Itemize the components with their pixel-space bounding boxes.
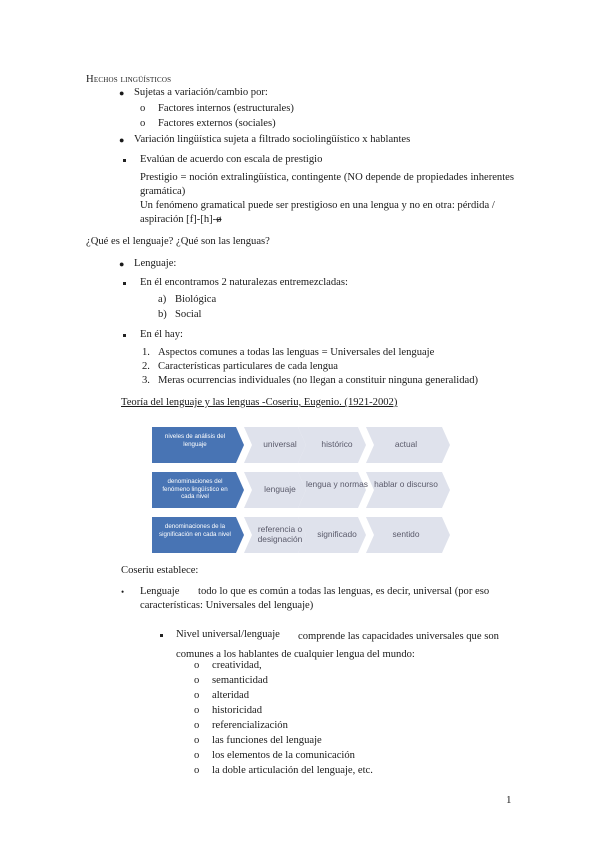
list-item: Social bbox=[175, 309, 202, 320]
square-bullet-text: En él encontramos 2 naturalezas entremezcladas: bbox=[140, 277, 348, 288]
square-bullet-text: En él hay: bbox=[140, 329, 183, 340]
section-question: ¿Qué es el lenguaje? ¿Qué son las lenguas? bbox=[86, 236, 270, 247]
prestigio-definition: Prestigio = noción extralingüística, contingente (NO depende de propiedades inherentes gramática) bbox=[140, 172, 514, 197]
list-marker: b) bbox=[158, 309, 167, 320]
lenguaje-text: todo lo que es común a todas las lenguas, es decir, universal (por eso características: Universales del lenguaje) bbox=[140, 586, 490, 611]
sub-bullet-marker: o bbox=[194, 690, 200, 701]
capacidad-item: la doble articulación del lenguaje, etc. bbox=[212, 765, 373, 776]
square-bullet bbox=[123, 159, 126, 162]
diagram-cell-chevron bbox=[366, 472, 450, 508]
bullet-text: Lenguaje: bbox=[134, 258, 177, 269]
diagram-cell-label: actual bbox=[394, 439, 418, 449]
bullet-text: Sujetas a variación/cambio por: bbox=[134, 87, 268, 98]
nivel-text: comprende las capacidades universales que son comunes a los hablantes de cualquier lengua del mundo: bbox=[176, 631, 499, 660]
sub-bullet-marker: o bbox=[194, 660, 200, 671]
list-item: Biológica bbox=[175, 294, 217, 305]
sub-bullet-text: Factores externos (sociales) bbox=[158, 118, 276, 129]
sub-bullet-marker: o bbox=[140, 103, 146, 114]
list-item: Características particulares de cada lengua bbox=[158, 361, 338, 372]
diagram-cell-label: referencia o designación bbox=[257, 524, 303, 544]
list-marker: a) bbox=[158, 294, 167, 305]
list-item: Aspectos comunes a todas las lenguas = Universales del lenguaje bbox=[158, 347, 435, 358]
list-marker: 1. bbox=[142, 347, 150, 358]
square-bullet bbox=[160, 634, 163, 637]
list-item: Meras ocurrencias individuales (no llegan a constituir ninguna generalidad) bbox=[158, 375, 479, 386]
capacidad-item: alteridad bbox=[212, 690, 250, 701]
fenomeno-main: Un fenómeno gramatical puede ser prestigioso en una lengua y no en otra: pérdida / aspiración [f]-[h]- bbox=[140, 200, 495, 225]
sub-bullet-marker: o bbox=[194, 705, 200, 716]
bullet-dot: ● bbox=[119, 88, 125, 98]
diagram-cell-chevron bbox=[298, 472, 366, 508]
section-heading: Hechos lingüísticos bbox=[86, 74, 172, 85]
sub-bullet-marker: o bbox=[194, 735, 200, 746]
theory-reference: Teoría del lenguaje y las lenguas -Coseriu, Eugenio. (1921-2002) bbox=[121, 397, 398, 408]
diagram-cell-label: lengua y normas bbox=[306, 479, 368, 489]
diagram-cell-label: lenguaje bbox=[264, 484, 296, 494]
coseriu-intro: Coseriu establece: bbox=[121, 565, 199, 576]
square-bullet-text: Evalúan de acuerdo con escala de prestigio bbox=[140, 154, 323, 165]
lenguaje-label: Lenguaje bbox=[140, 586, 180, 597]
diagram-head-label: denominaciones del fenómeno lingüístico en cada nivel bbox=[162, 478, 228, 500]
capacidad-item: referencialización bbox=[212, 720, 288, 731]
capacidad-item: los elementos de la comunicación bbox=[212, 750, 355, 761]
sub-bullet-marker: o bbox=[194, 750, 200, 761]
square-bullet bbox=[123, 334, 126, 337]
capacidad-item: las funciones del lenguaje bbox=[212, 735, 322, 746]
diagram-cell-label: universal bbox=[263, 439, 297, 449]
diagram-cell-label: histórico bbox=[321, 439, 353, 449]
sub-bullet-marker: o bbox=[194, 675, 200, 686]
sub-bullet-marker: o bbox=[194, 720, 200, 731]
diagram-head-label: niveles de análisis del lenguaje bbox=[164, 433, 226, 448]
bullet-dot: ● bbox=[119, 259, 125, 269]
capacidad-item: historicidad bbox=[212, 705, 263, 716]
coseriu-levels-diagram bbox=[152, 425, 450, 557]
nivel-label: Nivel universal/lenguaje bbox=[176, 629, 280, 640]
page-number: 1 bbox=[506, 794, 512, 806]
sub-bullet-marker: o bbox=[194, 765, 200, 776]
diagram-cell-label: hablar o discurso bbox=[374, 479, 438, 489]
diagram-head-label: denominaciones de la significación en cada nivel bbox=[159, 523, 231, 538]
list-marker: 3. bbox=[142, 375, 150, 386]
fenomeno-strike: ø bbox=[216, 214, 222, 225]
diagram-cell-label: sentido bbox=[392, 529, 420, 539]
square-bullet bbox=[123, 282, 126, 285]
diagram-cell-label: significado bbox=[317, 529, 357, 539]
bullet-dot: • bbox=[121, 587, 125, 597]
list-marker: 2. bbox=[142, 361, 150, 372]
capacidad-item: semanticidad bbox=[212, 675, 268, 686]
capacidad-item: creatividad, bbox=[212, 660, 262, 671]
sub-bullet-text: Factores internos (estructurales) bbox=[158, 103, 294, 114]
sub-bullet-marker: o bbox=[140, 118, 146, 129]
bullet-text: Variación lingüística sujeta a filtrado sociolingüístico x hablantes bbox=[134, 134, 411, 145]
fenomeno-text bbox=[140, 199, 516, 227]
bullet-dot: ● bbox=[119, 135, 125, 145]
